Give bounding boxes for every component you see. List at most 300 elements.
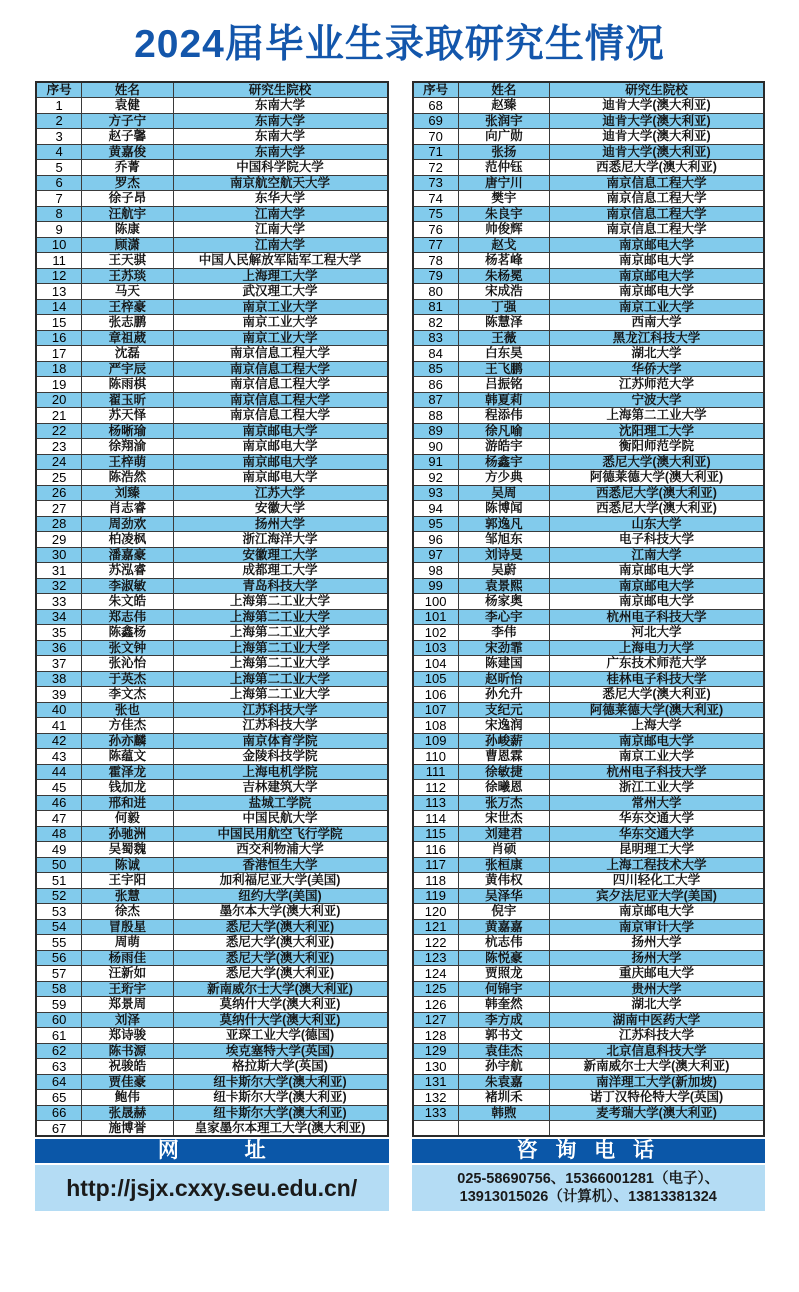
cell-name: 韩夏莉 [458, 392, 549, 408]
table-row [413, 547, 765, 563]
table-row [36, 160, 388, 176]
cell-school: 上海第二工业大学 [173, 625, 387, 641]
cell-seq: 21 [36, 408, 82, 424]
cell-seq: 124 [413, 966, 459, 982]
cell-school: 四川轻化工大学 [550, 873, 764, 889]
cell-name: 李心宇 [458, 609, 549, 625]
table-row [36, 671, 388, 687]
cell-seq: 106 [413, 687, 459, 703]
table-row [36, 470, 388, 486]
table-row [413, 454, 765, 470]
cell-school: 迪肯大学(澳大利亚) [550, 98, 764, 114]
left-tbody [36, 98, 388, 1137]
table-row [36, 935, 388, 951]
cell-school: 广东技术师范大学 [550, 656, 764, 672]
cell-seq: 71 [413, 144, 459, 160]
cell-seq: 73 [413, 175, 459, 191]
cell-seq: 2 [36, 113, 82, 129]
cell-seq: 40 [36, 702, 82, 718]
header-row [413, 82, 765, 98]
cell-seq: 44 [36, 764, 82, 780]
cell-name: 徐敏捷 [458, 764, 549, 780]
cell-seq: 87 [413, 392, 459, 408]
cell-name: 贾照龙 [458, 966, 549, 982]
cell-name: 肖硕 [458, 842, 549, 858]
table-row [413, 113, 765, 129]
cell-name: 樊宇 [458, 191, 549, 207]
cell-name: 何毅 [82, 811, 173, 827]
cell-school: 上海第二工业大学 [173, 671, 387, 687]
table-row [413, 98, 765, 114]
cell-name: 黄嘉嘉 [458, 919, 549, 935]
cell-name: 乔菁 [82, 160, 173, 176]
cell-name: 朱杨冕 [458, 268, 549, 284]
cell-name: 陈书源 [82, 1043, 173, 1059]
table-row [36, 594, 388, 610]
cell-school: 东南大学 [173, 144, 387, 160]
cell-seq: 79 [413, 268, 459, 284]
table-row [36, 361, 388, 377]
cell-name: 赵戈 [458, 237, 549, 253]
cell-name: 李方成 [458, 1012, 549, 1028]
cell-name: 郭逸凡 [458, 516, 549, 532]
cell-name: 孙允升 [458, 687, 549, 703]
cell-name: 向广勋 [458, 129, 549, 145]
cell-school: 南京邮电大学 [173, 423, 387, 439]
cell-seq: 34 [36, 609, 82, 625]
column-header: 研究生院校 [173, 82, 387, 98]
table-row [36, 547, 388, 563]
cell-school: 江南大学 [550, 547, 764, 563]
cell-school: 迪肯大学(澳大利亚) [550, 129, 764, 145]
table-row [36, 237, 388, 253]
table-row [413, 811, 765, 827]
table-row [413, 144, 765, 160]
cell-school: 上海电力大学 [550, 640, 764, 656]
cell-seq: 31 [36, 563, 82, 579]
cell-seq: 93 [413, 485, 459, 501]
cell-name: 徐翔渝 [82, 439, 173, 455]
cell-name: 张沁怡 [82, 656, 173, 672]
cell-name: 徐曦恩 [458, 780, 549, 796]
cell-seq: 42 [36, 733, 82, 749]
cell-school: 扬州大学 [550, 935, 764, 951]
cell-school: 迪肯大学(澳大利亚) [550, 144, 764, 160]
cell-seq: 23 [36, 439, 82, 455]
cell-seq: 91 [413, 454, 459, 470]
cell-seq: 35 [36, 625, 82, 641]
cell-name: 陈浩然 [82, 470, 173, 486]
table-row [36, 857, 388, 873]
cell-school: 常州大学 [550, 795, 764, 811]
table-row [36, 1043, 388, 1059]
cell-name: 吴蜀魏 [82, 842, 173, 858]
cell-seq: 122 [413, 935, 459, 951]
cell-seq: 4 [36, 144, 82, 160]
cell-name: 郑志伟 [82, 609, 173, 625]
table-row [36, 811, 388, 827]
cell-name: 王苏琰 [82, 268, 173, 284]
cell-name: 冒殷星 [82, 919, 173, 935]
table-row [413, 485, 765, 501]
cell-seq: 27 [36, 501, 82, 517]
table-row [413, 1105, 765, 1121]
website-url[interactable]: http://jsjx.cxxy.seu.edu.cn/ [66, 1174, 358, 1201]
cell-seq: 63 [36, 1059, 82, 1075]
cell-name: 韩奎然 [458, 997, 549, 1013]
cell-seq: 102 [413, 625, 459, 641]
cell-name: 杨晰瑜 [82, 423, 173, 439]
cell-seq: 126 [413, 997, 459, 1013]
table-row [36, 919, 388, 935]
table-row [413, 826, 765, 842]
cell-seq: 28 [36, 516, 82, 532]
cell-name: 张志鹏 [82, 315, 173, 331]
cell-school: 西悉尼大学(澳大利亚) [550, 501, 764, 517]
cell-seq: 56 [36, 950, 82, 966]
cell-name: 鲍伟 [82, 1090, 173, 1106]
cell-name: 游皓宇 [458, 439, 549, 455]
table-row [413, 1059, 765, 1075]
cell-name: 陈鑫杨 [82, 625, 173, 641]
cell-seq: 94 [413, 501, 459, 517]
cell-school: 南京工业大学 [550, 299, 764, 315]
table-row [36, 1121, 388, 1137]
cell-school: 江苏师范大学 [550, 377, 764, 393]
cell-name: 吕振铭 [458, 377, 549, 393]
cell-name: 吴泽华 [458, 888, 549, 904]
cell-name: 吴周 [458, 485, 549, 501]
table-row [413, 935, 765, 951]
cell-seq: 6 [36, 175, 82, 191]
cell-seq: 84 [413, 346, 459, 362]
table-row [413, 795, 765, 811]
table-row [413, 222, 765, 238]
table-row [413, 904, 765, 920]
table-row [36, 1059, 388, 1075]
table-row [413, 780, 765, 796]
cell-seq: 129 [413, 1043, 459, 1059]
cell-school [550, 1121, 764, 1137]
cell-name: 严宇辰 [82, 361, 173, 377]
cell-seq: 113 [413, 795, 459, 811]
cell-seq: 121 [413, 919, 459, 935]
cell-name: 张桓康 [458, 857, 549, 873]
cell-seq: 36 [36, 640, 82, 656]
table-row [36, 206, 388, 222]
cell-seq: 85 [413, 361, 459, 377]
cell-name: 宋世杰 [458, 811, 549, 827]
cell-school: 昆明理工大学 [550, 842, 764, 858]
cell-name: 孙驰洲 [82, 826, 173, 842]
phone-header: 咨 询 电 话 [412, 1139, 766, 1163]
cell-name: 袁健 [82, 98, 173, 114]
table-row [36, 702, 388, 718]
cell-school: 南京邮电大学 [550, 733, 764, 749]
cell-school: 诺丁汉特伦特大学(英国) [550, 1090, 764, 1106]
cell-school: 浙江工业大学 [550, 780, 764, 796]
table-row [36, 1090, 388, 1106]
cell-name: 唐宁川 [458, 175, 549, 191]
cell-seq: 114 [413, 811, 459, 827]
cell-name: 潘嘉豪 [82, 547, 173, 563]
cell-seq: 96 [413, 532, 459, 548]
table-row [36, 439, 388, 455]
cell-school: 上海理工大学 [173, 268, 387, 284]
cell-seq: 7 [36, 191, 82, 207]
cell-school: 阿德莱德大学(澳大利亚) [550, 702, 764, 718]
cell-name: 孙峻薪 [458, 733, 549, 749]
cell-name: 杨鑫宇 [458, 454, 549, 470]
table-row [36, 1012, 388, 1028]
cell-name: 白东昊 [458, 346, 549, 362]
cell-school: 纽约大学(美国) [173, 888, 387, 904]
cell-school: 华东交通大学 [550, 826, 764, 842]
cell-seq: 107 [413, 702, 459, 718]
cell-school: 东南大学 [173, 98, 387, 114]
phone-section [412, 1139, 766, 1211]
cell-school: 南洋理工大学(新加坡) [550, 1074, 764, 1090]
column-header: 序号 [413, 82, 459, 98]
cell-school: 江苏科技大学 [550, 1028, 764, 1044]
cell-seq: 119 [413, 888, 459, 904]
cell-name: 赵子馨 [82, 129, 173, 145]
cell-name: 赵臻 [458, 98, 549, 114]
cell-name: 郭书文 [458, 1028, 549, 1044]
cell-school: 南京体育学院 [173, 733, 387, 749]
table-row [36, 516, 388, 532]
table-row [36, 904, 388, 920]
cell-name: 李淑敏 [82, 578, 173, 594]
cell-school: 黑龙江科技大学 [550, 330, 764, 346]
table-row [36, 253, 388, 269]
cell-seq: 99 [413, 578, 459, 594]
table-row [413, 733, 765, 749]
cell-seq: 100 [413, 594, 459, 610]
table-row [36, 284, 388, 300]
table-row [36, 795, 388, 811]
table-row [36, 1105, 388, 1121]
cell-seq: 57 [36, 966, 82, 982]
cell-name: 帅俊辉 [458, 222, 549, 238]
table-row [413, 950, 765, 966]
table-row [413, 1043, 765, 1059]
table-row [36, 346, 388, 362]
cell-name: 郑景周 [82, 997, 173, 1013]
cell-school: 扬州大学 [550, 950, 764, 966]
cell-name [458, 1121, 549, 1137]
cell-seq: 5 [36, 160, 82, 176]
cell-school: 安徽理工大学 [173, 547, 387, 563]
cell-name: 王飞鹏 [458, 361, 549, 377]
cell-school: 武汉理工大学 [173, 284, 387, 300]
cell-name: 刘诗旻 [458, 547, 549, 563]
cell-school: 南京工业大学 [550, 749, 764, 765]
cell-school: 东南大学 [173, 129, 387, 145]
cell-school: 南京邮电大学 [550, 253, 764, 269]
cell-name: 张润宇 [458, 113, 549, 129]
cell-school: 南京邮电大学 [550, 284, 764, 300]
website-section [35, 1139, 389, 1211]
table-row [36, 563, 388, 579]
cell-name: 汪新如 [82, 966, 173, 982]
table-row [413, 501, 765, 517]
cell-name: 张文钟 [82, 640, 173, 656]
cell-school: 南京工业大学 [173, 299, 387, 315]
cell-name: 李文杰 [82, 687, 173, 703]
cell-name: 黄伟权 [458, 873, 549, 889]
cell-school: 北京信息科技大学 [550, 1043, 764, 1059]
cell-seq: 45 [36, 780, 82, 796]
cell-seq: 22 [36, 423, 82, 439]
cell-name: 丁强 [458, 299, 549, 315]
cell-name: 赵昕怡 [458, 671, 549, 687]
cell-school: 南京信息工程大学 [550, 222, 764, 238]
cell-name: 柏凌枫 [82, 532, 173, 548]
table-row [413, 873, 765, 889]
table-row [36, 780, 388, 796]
cell-seq: 48 [36, 826, 82, 842]
cell-school: 悉尼大学(澳大利亚) [173, 966, 387, 982]
table-row [36, 315, 388, 331]
cell-seq: 81 [413, 299, 459, 315]
table-row [413, 361, 765, 377]
cell-seq: 95 [413, 516, 459, 532]
cell-name: 宋劲霏 [458, 640, 549, 656]
table-row [36, 1028, 388, 1044]
cell-seq: 90 [413, 439, 459, 455]
cell-school: 西悉尼大学(澳大利亚) [550, 160, 764, 176]
cell-school: 南京邮电大学 [550, 237, 764, 253]
table-row [413, 268, 765, 284]
cell-name: 徐凡喻 [458, 423, 549, 439]
column-header: 姓名 [82, 82, 173, 98]
cell-school: 吉林建筑大学 [173, 780, 387, 796]
cell-seq: 41 [36, 718, 82, 734]
cell-name: 陈建国 [458, 656, 549, 672]
cell-seq: 66 [36, 1105, 82, 1121]
table-row [36, 222, 388, 238]
cell-name: 朱文皓 [82, 594, 173, 610]
table-row [413, 997, 765, 1013]
cell-name: 王珩宇 [82, 981, 173, 997]
cell-school: 迪肯大学(澳大利亚) [550, 113, 764, 129]
table-row [36, 532, 388, 548]
cell-seq: 1 [36, 98, 82, 114]
cell-seq: 89 [413, 423, 459, 439]
cell-seq: 12 [36, 268, 82, 284]
cell-name: 支纪元 [458, 702, 549, 718]
cell-seq: 127 [413, 1012, 459, 1028]
cell-school: 南京信息工程大学 [550, 175, 764, 191]
cell-seq: 61 [36, 1028, 82, 1044]
table-row [36, 191, 388, 207]
cell-seq: 47 [36, 811, 82, 827]
cell-name: 孙亦麟 [82, 733, 173, 749]
tables-container [0, 81, 799, 1137]
cell-school: 浙江海洋大学 [173, 532, 387, 548]
table-row [36, 330, 388, 346]
cell-seq: 62 [36, 1043, 82, 1059]
table-row [413, 330, 765, 346]
cell-school: 南京航空航天大学 [173, 175, 387, 191]
cell-school: 上海电机学院 [173, 764, 387, 780]
cell-school: 莫纳什大学(澳大利亚) [173, 1012, 387, 1028]
cell-name: 吴蔚 [458, 563, 549, 579]
cell-name: 杨家奥 [458, 594, 549, 610]
table-row [36, 578, 388, 594]
cell-seq: 13 [36, 284, 82, 300]
table-row [413, 1121, 765, 1137]
cell-seq: 105 [413, 671, 459, 687]
cell-seq: 50 [36, 857, 82, 873]
cell-name: 肖志睿 [82, 501, 173, 517]
table-row [36, 733, 388, 749]
cell-seq: 24 [36, 454, 82, 470]
cell-school: 南京邮电大学 [550, 563, 764, 579]
cell-seq: 26 [36, 485, 82, 501]
table-row [413, 1012, 765, 1028]
cell-seq: 25 [36, 470, 82, 486]
table-row [413, 470, 765, 486]
cell-seq: 58 [36, 981, 82, 997]
table-row [36, 718, 388, 734]
table-row [36, 888, 388, 904]
cell-name: 王宇阳 [82, 873, 173, 889]
cell-seq: 86 [413, 377, 459, 393]
cell-school: 皇家墨尔本理工大学(澳大利亚) [173, 1121, 387, 1137]
table-row [413, 764, 765, 780]
table-row [36, 656, 388, 672]
table-row [413, 563, 765, 579]
table-row [36, 268, 388, 284]
table-row [36, 842, 388, 858]
cell-school: 新南威尔士大学(澳大利亚) [550, 1059, 764, 1075]
cell-seq: 37 [36, 656, 82, 672]
cell-school: 电子科技大学 [550, 532, 764, 548]
cell-school: 西交利物浦大学 [173, 842, 387, 858]
column-header: 研究生院校 [550, 82, 764, 98]
cell-seq: 125 [413, 981, 459, 997]
admission-table-right [412, 81, 766, 1137]
cell-school: 江苏科技大学 [173, 718, 387, 734]
table-row [36, 423, 388, 439]
cell-name: 沈磊 [82, 346, 173, 362]
table-row [36, 408, 388, 424]
cell-name: 王梓豪 [82, 299, 173, 315]
cell-school: 亚琛工业大学(德国) [173, 1028, 387, 1044]
cell-seq: 78 [413, 253, 459, 269]
table-row [36, 981, 388, 997]
cell-school: 上海第二工业大学 [173, 594, 387, 610]
cell-school: 桂林电子科技大学 [550, 671, 764, 687]
cell-name: 马天 [82, 284, 173, 300]
website-header: 网 址 [35, 1139, 389, 1163]
cell-name: 程添伟 [458, 408, 549, 424]
table-row [413, 516, 765, 532]
cell-name: 张晟赫 [82, 1105, 173, 1121]
table-row [36, 1074, 388, 1090]
cell-seq: 120 [413, 904, 459, 920]
cell-school: 中国科学院大学 [173, 160, 387, 176]
table-row [36, 997, 388, 1013]
table-row [413, 857, 765, 873]
cell-name: 孙宇航 [458, 1059, 549, 1075]
cell-school: 埃克塞特大学(英国) [173, 1043, 387, 1059]
cell-school: 南京信息工程大学 [173, 377, 387, 393]
cell-name: 何锦宇 [458, 981, 549, 997]
footer [0, 1139, 799, 1211]
